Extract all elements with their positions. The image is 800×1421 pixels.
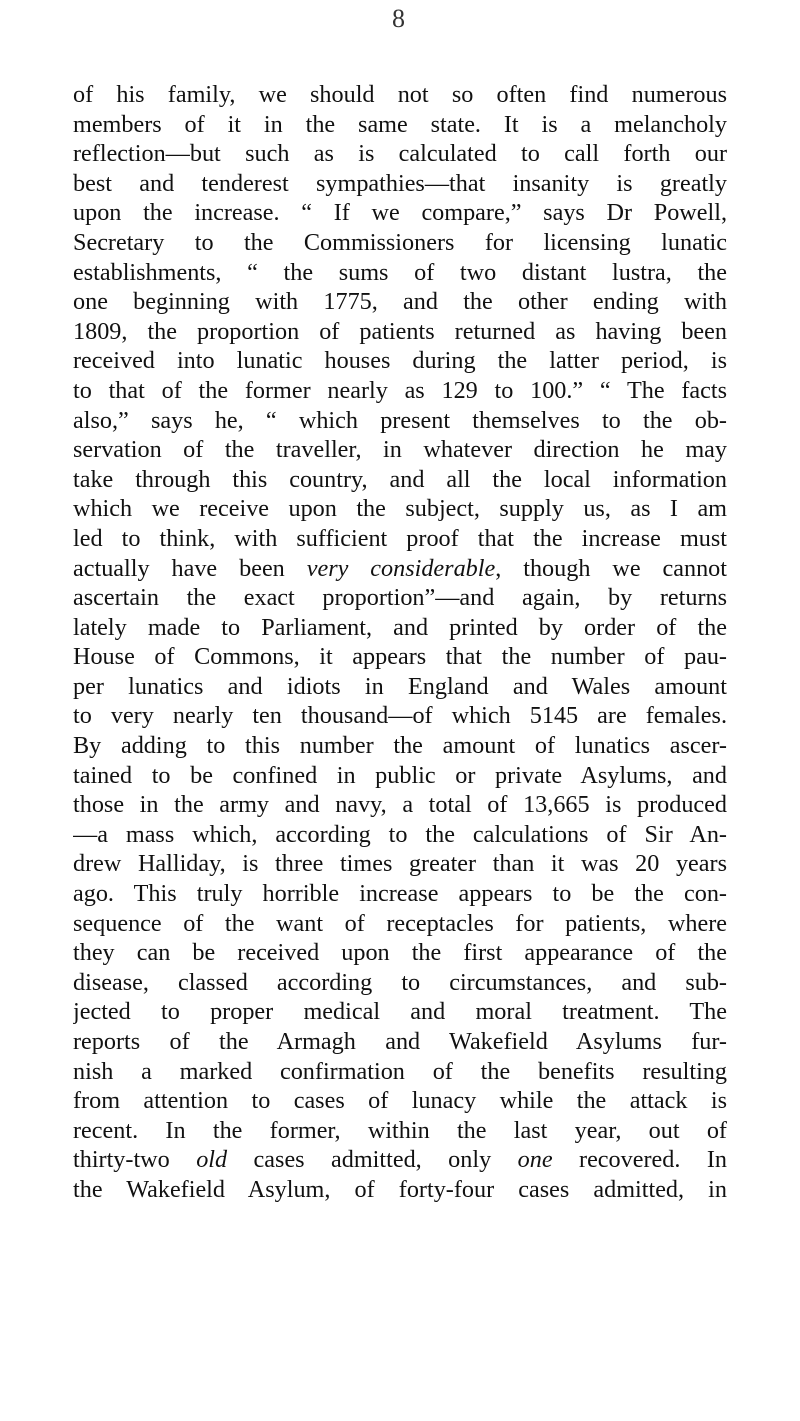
text-line: House of Commons, it appears that the number of pau- [73, 643, 727, 671]
text-line: to that of the former nearly as 129 to 100.” “ The facts [73, 376, 727, 404]
text-line [73, 554, 727, 584]
text-line: lately made to Parliament, and printed by order of the [73, 613, 727, 641]
text-segment: , though we cannot [495, 554, 727, 582]
text-segment: cases admitted, only [227, 1146, 518, 1174]
text-line: disease, classed according to circumstances, and sub- [73, 968, 727, 996]
text-line: one beginning with 1775, and the other ending with [73, 288, 727, 316]
text-line: servation of the traveller, in whatever direction he may [73, 436, 727, 464]
text-line: from attention to cases of lunacy while the attack is [73, 1087, 727, 1115]
text-line: members of it in the same state. It is a melancholy [73, 110, 727, 138]
page-number: 8 [392, 4, 405, 33]
text-line: to very nearly ten thousand—of which 5145 are females. [73, 702, 727, 730]
text-line: recent. In the former, within the last year, out of [73, 1116, 727, 1144]
text-line: By adding to this number the amount of lunatics ascer- [73, 732, 727, 760]
text-line: establishments, “ the sums of two distant lustra, the [73, 258, 727, 286]
text-line: those in the army and navy, a total of 13,665 is produced [73, 791, 727, 819]
text-line: per lunatics and idiots in England and Wales amount [73, 672, 727, 700]
text-line: best and tenderest sympathies—that insanity is greatly [73, 169, 727, 197]
text-line: drew Halliday, is three times greater than it was 20 years [73, 850, 727, 878]
text-line: which we receive upon the subject, supply us, as I am [73, 495, 727, 523]
text-line: tained to be confined in public or private Asylums, and [73, 761, 727, 789]
text-line [73, 1145, 727, 1175]
text-line: received into lunatic houses during the latter period, is [73, 347, 727, 375]
text-line: nish a marked confirmation of the benefits resulting [73, 1057, 727, 1085]
text-line: jected to proper medical and moral treatment. The [73, 998, 727, 1026]
text-line: led to think, with sufficient proof that the increase must [73, 524, 727, 552]
text-line: take through this country, and all the local information [73, 465, 727, 493]
text-line: also,” says he, “ which present themselves to the ob- [73, 406, 727, 434]
text-line: sequence of the want of receptacles for patients, where [73, 909, 727, 937]
italic-emphasis: very considerable [306, 554, 496, 582]
text-segment: actually have been [73, 554, 307, 582]
text-line: Secretary to the Commissioners for licensing lunatic [73, 228, 727, 256]
text-line: ascertain the exact proportion”—and again, by returns [73, 584, 727, 612]
text-line: ago. This truly horrible increase appears to be the con- [73, 880, 727, 908]
text-line: upon the increase. “ If we compare,” says Dr Powell, [73, 199, 727, 227]
text-line: 1809, the proportion of patients returned as having been [73, 317, 727, 345]
text-line: —a mass which, according to the calculations of Sir An- [73, 820, 727, 848]
text-segment: recovered. In [552, 1146, 727, 1174]
text-line: reports of the Armagh and Wakefield Asylums fur- [73, 1028, 727, 1055]
text-line: reflection—but such as is calculated to call forth our [73, 140, 727, 168]
italic-emphasis: one [517, 1146, 553, 1174]
text-segment: thirty-two [73, 1146, 197, 1174]
text-line: they can be received upon the first appearance of the [73, 939, 727, 967]
text-line: of his family, we should not so often find numerous [73, 81, 727, 108]
text-line: the Wakefield Asylum, of forty-four cases admitted, in [73, 1175, 727, 1203]
italic-emphasis: old [196, 1146, 228, 1174]
body-text [73, 80, 727, 1205]
